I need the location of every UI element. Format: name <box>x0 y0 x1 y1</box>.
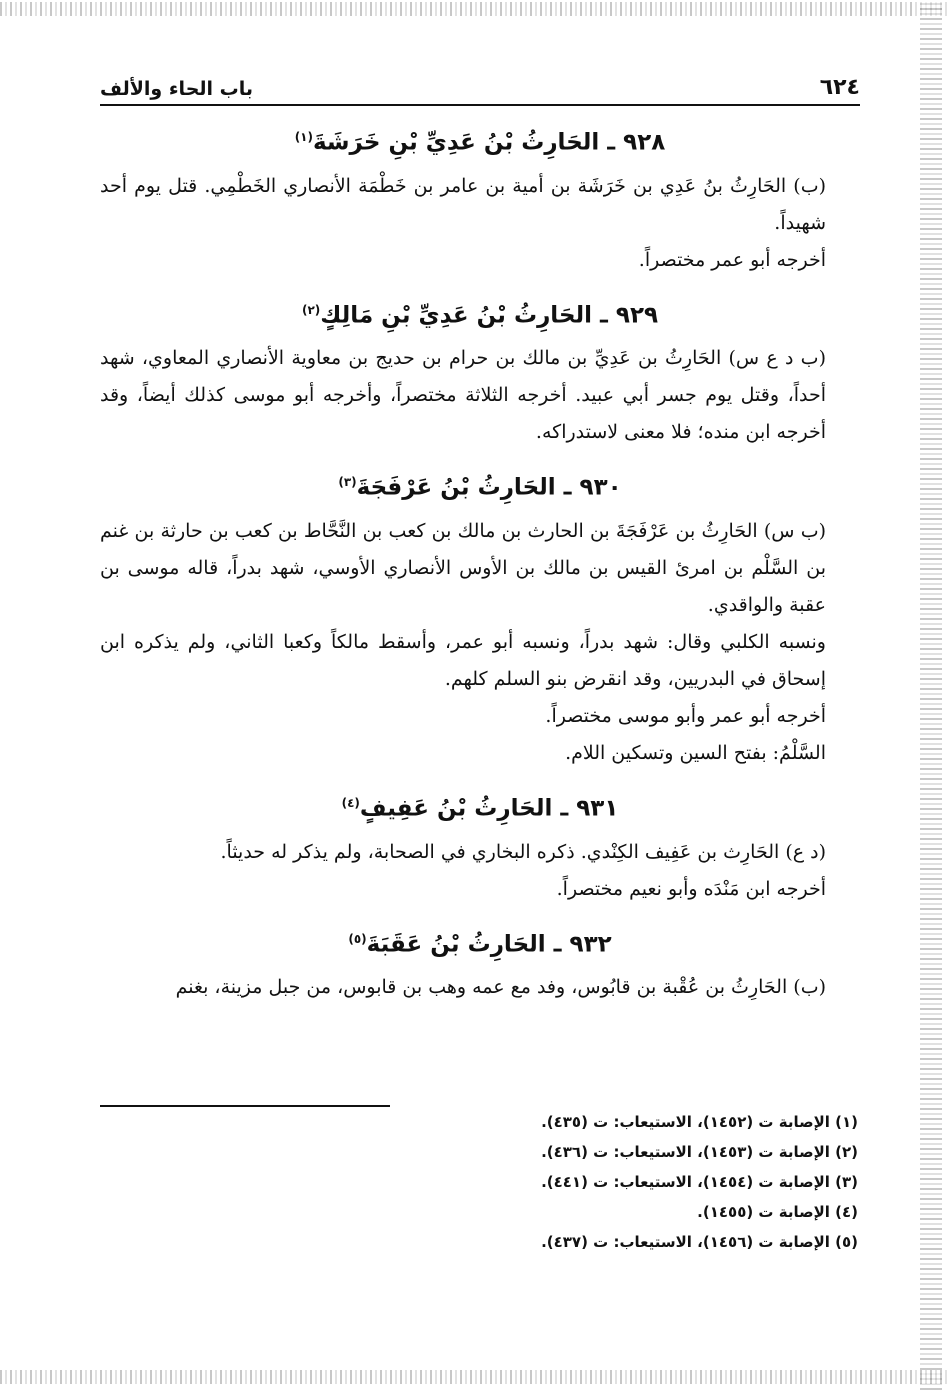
entry-paragraph: أخرجه أبو عمر مختصراً. <box>638 248 826 271</box>
decorative-border-bottom <box>0 1370 950 1384</box>
entry-paragraph: السَّلْمُ: بفتح السين وتسكين اللام. <box>565 741 826 764</box>
entry-paragraph: (ب س) الحَارِثُ بن عَرْفَجَةَ بن الحارث بن مالك بن كعب بن النَّحَّاط بن كعب بن حارثة بن غنم بن السَّلْم بن امرئ القيس بن مالك بن الأوس الأنصاري الأوسي، شهد بدراً، قاله موسى بن عقبة والواقدي. <box>100 519 826 616</box>
entry-heading: ٩٣٢ ـ الحَارِثُ بْنُ عَقَبَةَ$^{(٥)}$ <box>348 931 612 958</box>
footnote: (٣) الإصابة ت (١٤٥٤)، الاستيعاب: ت (٤٤١). <box>541 1173 858 1191</box>
footnote: (٢) الإصابة ت (١٤٥٣)، الاستيعاب: ت (٤٣٦). <box>541 1143 858 1161</box>
entry-paragraph: أخرجه أبو عمر وأبو موسى مختصراً. <box>545 704 826 727</box>
entry-paragraph: (ب د ع س) الحَارِثُ بن عَدِيِّ بن مالك بن حرام بن حديج بن معاوية الأنصاري المعاوي، شهد أحداً، وقتل يوم جسر أبي عبيد. أخرجه الثلاثة مختصراً، وأخرجه أبو موسى كذلك أيضاً، وقد أخرجه ابن منده؛ فلا معنى لاستدراكه. <box>100 347 826 444</box>
entry-paragraph: (ب) الحَارِثُ بنُ عَدِي بن خَرَشَة بن أمية بن عامر بن خَطْمَة الأنصاري الخَطْمِي. قتل يوم أحد شهيداً. <box>100 174 826 234</box>
footnote: (٥) الإصابة ت (١٤٥٦)، الاستيعاب: ت (٤٣٧). <box>541 1233 858 1251</box>
entry-heading: ٩٢٨ ـ الحَارِثُ بْنُ عَدِيِّ بْنِ خَرَشَةَ$^{(١)}$ <box>294 129 666 156</box>
entry-paragraph: ونسبه الكلبي وقال: شهد بدراً، ونسبه أبو عمر، وأسقط مالكاً وكعبا الثاني، ولم يذكره ابن إسحاق في البدريين، وقد انقرض بنو السلم كلهم. <box>100 630 826 690</box>
footnote-rule <box>100 1105 390 1107</box>
decorative-border-top <box>0 2 950 16</box>
entry-929 <box>100 293 860 452</box>
entry-930 <box>100 465 860 772</box>
entry-paragraph: أخرجه ابن مَنْدَه وأبو نعيم مختصراً. <box>556 877 826 900</box>
footnote-ref: (١) <box>294 130 313 144</box>
footnote-ref: (٣) <box>338 475 357 490</box>
page-number: ٦٢٤ <box>819 75 860 100</box>
entry-heading: ٩٢٩ ـ الحَارِثُ بْنُ عَدِيِّ بْنِ مَالِكٍ$^{(٢)}$ <box>301 302 659 329</box>
footnote: (١) الإصابة ت (١٤٥٢)، الاستيعاب: ت (٤٣٥). <box>541 1113 858 1131</box>
entry-heading: ٩٣٠ ـ الحَارِثُ بْنُ عَرْفَجَةَ$^{(٣)}$ <box>338 474 622 501</box>
book-page <box>100 60 860 1006</box>
entry-932 <box>100 922 860 1007</box>
footnote-ref: (٢) <box>301 302 321 317</box>
entry-paragraph: (د ع) الحَارِث بن عَفِيف الكِنْدي. ذكره البخاري في الصحابة، ولم يذكر له حديثاً. <box>220 840 826 863</box>
entry-931 <box>100 786 860 908</box>
running-title: باب الحاء والألف <box>100 78 254 100</box>
page-header <box>100 60 860 106</box>
footnote-ref: (٥) <box>348 931 367 946</box>
footnotes <box>100 1105 860 1257</box>
entry-928 <box>100 120 860 279</box>
footnote-ref: (٤) <box>341 795 360 810</box>
decorative-border-right <box>920 0 942 1390</box>
entry-paragraph: (ب) الحَارِثُ بن عُقْبة بن قابُوس، وفد مع عمه وهب بن قابوس، من جبل مزينة، بغنم <box>175 976 826 999</box>
footnote: (٤) الإصابة ت (١٤٥٥). <box>697 1203 858 1221</box>
entry-heading: ٩٣١ ـ الحَارِثُ بْنُ عَفِيفٍ$^{(٤)}$ <box>341 795 619 822</box>
